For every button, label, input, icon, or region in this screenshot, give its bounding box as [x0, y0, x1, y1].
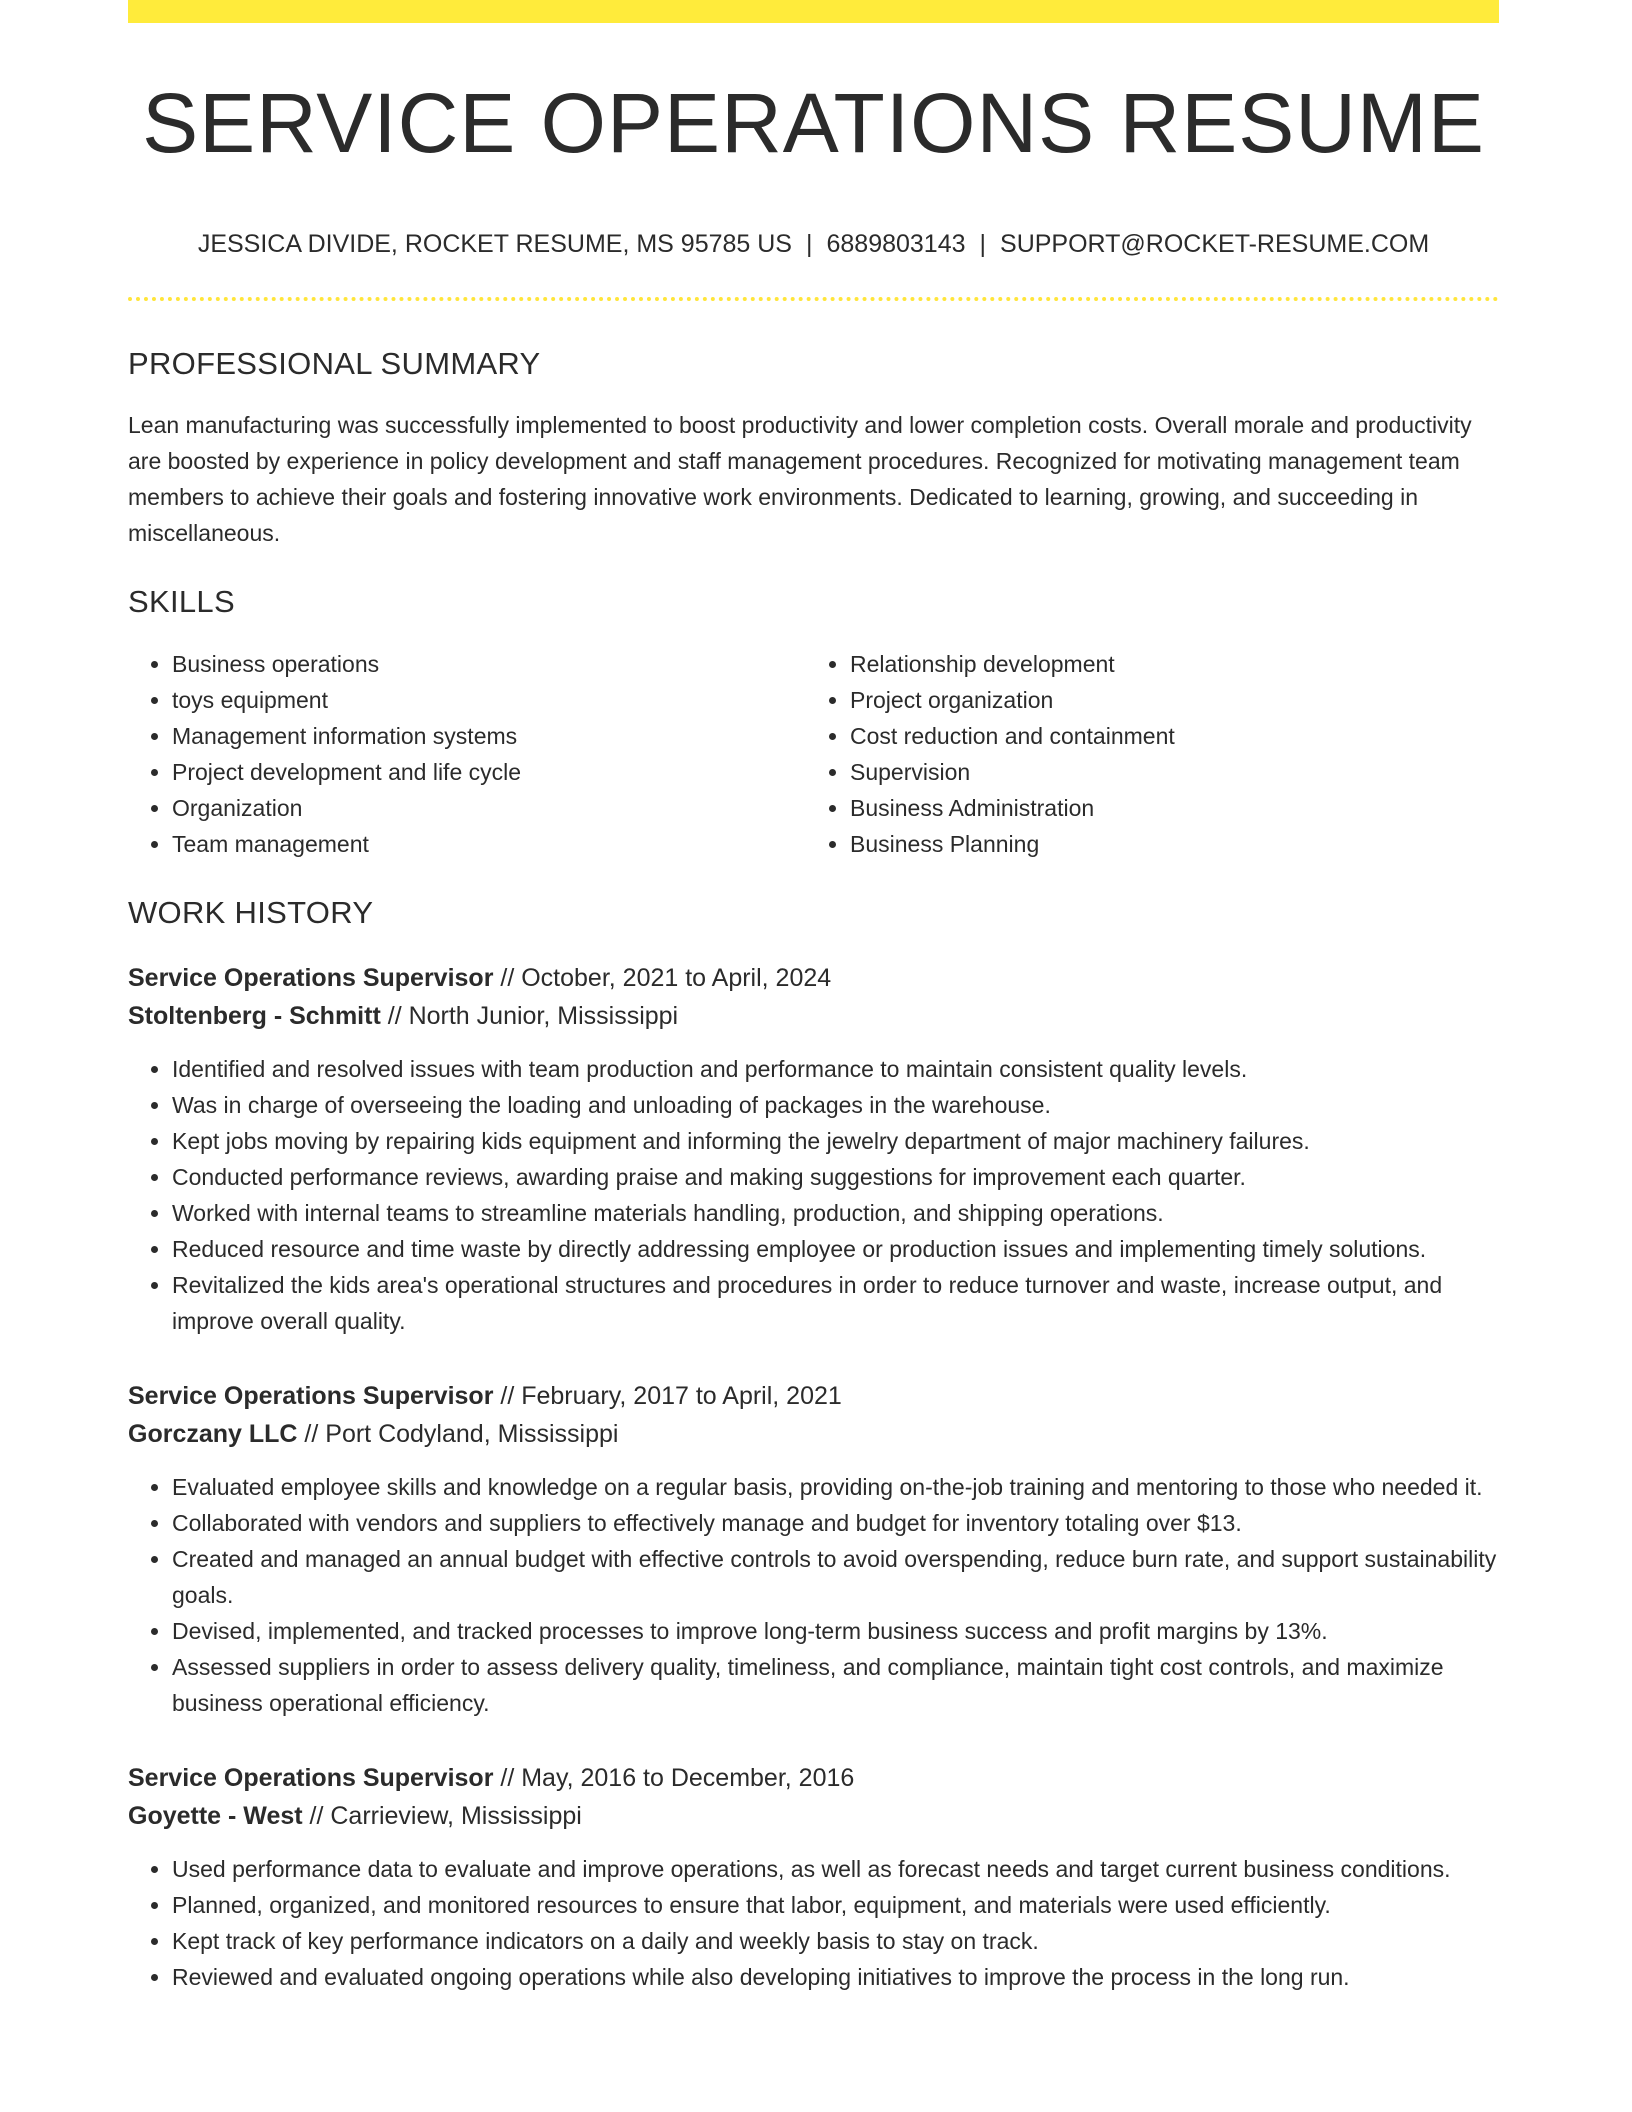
- contact-separator: |: [805, 230, 813, 259]
- job-bullet: • Revitalized the kids area's operational structures and procedures in order to reduce turnover and waste, increase output, and improve overall quality.: [172, 1267, 1499, 1339]
- job-dates: // February, 2017 to April, 2021: [493, 1381, 842, 1410]
- skills-list-left: [128, 646, 806, 862]
- skill-item: • Supervision: [850, 754, 1484, 790]
- job-dates: // October, 2021 to April, 2024: [493, 963, 832, 992]
- job-bullet: • Reduced resource and time waste by directly addressing employee or production issues and implementing timely solutions.: [172, 1231, 1499, 1267]
- summary-heading: PROFESSIONAL SUMMARY: [128, 346, 541, 382]
- job-title: Service Operations Supervisor: [128, 963, 494, 992]
- job-title: Service Operations Supervisor: [128, 1381, 494, 1410]
- job-title-line: [128, 1759, 1499, 1797]
- job-dates: // May, 2016 to December, 2016: [493, 1763, 855, 1792]
- job-title-line: [128, 1377, 1499, 1415]
- job-company-line: [128, 1415, 1499, 1453]
- skill-item: • Organization: [172, 790, 806, 826]
- skills-list-right: [806, 646, 1484, 862]
- top-accent-bar: [128, 0, 1499, 23]
- job-company: Gorczany LLC: [128, 1419, 298, 1448]
- contact-email: SUPPORT@ROCKET-RESUME.COM: [1000, 230, 1430, 259]
- job-bullet: • Created and managed an annual budget with effective controls to avoid overspending, reduce burn rate, and support sustainability goals.: [172, 1541, 1499, 1613]
- work-history-heading: WORK HISTORY: [128, 894, 374, 930]
- job-bullet: • Used performance data to evaluate and improve operations, as well as forecast needs and target current business conditions.: [172, 1851, 1499, 1887]
- job-bullet: • Collaborated with vendors and suppliers to effectively manage and budget for inventory totaling over $13.: [172, 1505, 1499, 1541]
- job-title-line: [128, 959, 1499, 997]
- job-entry: [128, 959, 1499, 1339]
- job-bullet: • Evaluated employee skills and knowledge on a regular basis, providing on-the-job training and mentoring to those who needed it.: [172, 1469, 1499, 1505]
- contact-line: [128, 229, 1499, 259]
- job-company: Goyette - West: [128, 1801, 303, 1830]
- job-entry: [128, 1759, 1499, 1995]
- contact-separator: |: [979, 230, 987, 259]
- skill-item: • Business operations: [172, 646, 806, 682]
- job-bullet: • Planned, organized, and monitored resources to ensure that labor, equipment, and materials were used efficiently.: [172, 1887, 1499, 1923]
- skill-item: • Business Administration: [850, 790, 1484, 826]
- job-bullet: • Kept jobs moving by repairing kids equipment and informing the jewelry department of major machinery failures.: [172, 1123, 1499, 1159]
- summary-text: Lean manufacturing was successfully implemented to boost productivity and lower completion costs. Overall morale and productivity are boosted by experience in policy development and staff management procedures. Recognized for motivating management team members to achieve their goals and fostering innovative work environments. Dedicated to learning, growing, and succeeding in miscellaneous.: [128, 411, 1472, 546]
- job-location: // North Junior, Mississippi: [380, 1001, 679, 1030]
- skill-item: • Team management: [172, 826, 806, 862]
- skills-heading: SKILLS: [128, 583, 235, 619]
- job-bullet: • Reviewed and evaluated ongoing operations while also developing initiatives to improve the process in the long run.: [172, 1959, 1499, 1995]
- job-bullets: [128, 1469, 1499, 1721]
- job-bullet: • Identified and resolved issues with team production and performance to maintain consistent quality levels.: [172, 1051, 1499, 1087]
- job-company-line: [128, 1797, 1499, 1835]
- skill-item: • Business Planning: [850, 826, 1484, 862]
- skills-columns: [128, 646, 1499, 862]
- job-bullet: • Conducted performance reviews, awarding praise and making suggestions for improvement each quarter.: [172, 1159, 1499, 1195]
- skill-item: • Project organization: [850, 682, 1484, 718]
- skill-item: • Cost reduction and containment: [850, 718, 1484, 754]
- job-company: Stoltenberg - Schmitt: [128, 1001, 381, 1030]
- job-bullet: • Assessed suppliers in order to assess delivery quality, timeliness, and compliance, maintain tight cost controls, and maximize business operational efficiency.: [172, 1649, 1499, 1721]
- contact-address: JESSICA DIVIDE, ROCKET RESUME, MS 95785 US: [197, 230, 792, 259]
- job-bullet: • Devised, implemented, and tracked processes to improve long-term business success and profit margins by 13%.: [172, 1613, 1499, 1649]
- work-history-section: [128, 894, 1499, 1995]
- page-title: SERVICE OPERATIONS RESUME: [142, 76, 1485, 170]
- summary-section: [128, 345, 1499, 550]
- skill-item: • Relationship development: [850, 646, 1484, 682]
- job-title: Service Operations Supervisor: [128, 1763, 494, 1792]
- job-bullet: • Was in charge of overseeing the loading and unloading of packages in the warehouse.: [172, 1087, 1499, 1123]
- job-bullets: [128, 1051, 1499, 1339]
- job-entry: [128, 1377, 1499, 1721]
- job-company-line: [128, 997, 1499, 1035]
- job-bullet: • Kept track of key performance indicators on a daily and weekly basis to stay on track.: [172, 1923, 1499, 1959]
- skill-item: • Project development and life cycle: [172, 754, 806, 790]
- job-bullets: [128, 1851, 1499, 1995]
- skill-item: • toys equipment: [172, 682, 806, 718]
- job-bullet: • Worked with internal teams to streamline materials handling, production, and shipping operations.: [172, 1195, 1499, 1231]
- job-location: // Carrieview, Mississippi: [302, 1801, 582, 1830]
- skills-section: [128, 583, 1499, 862]
- skill-item: • Management information systems: [172, 718, 806, 754]
- job-location: // Port Codyland, Mississippi: [297, 1419, 619, 1448]
- resume-page: [128, 0, 1499, 2112]
- contact-phone: 6889803143: [826, 230, 966, 259]
- header-divider: [128, 297, 1499, 301]
